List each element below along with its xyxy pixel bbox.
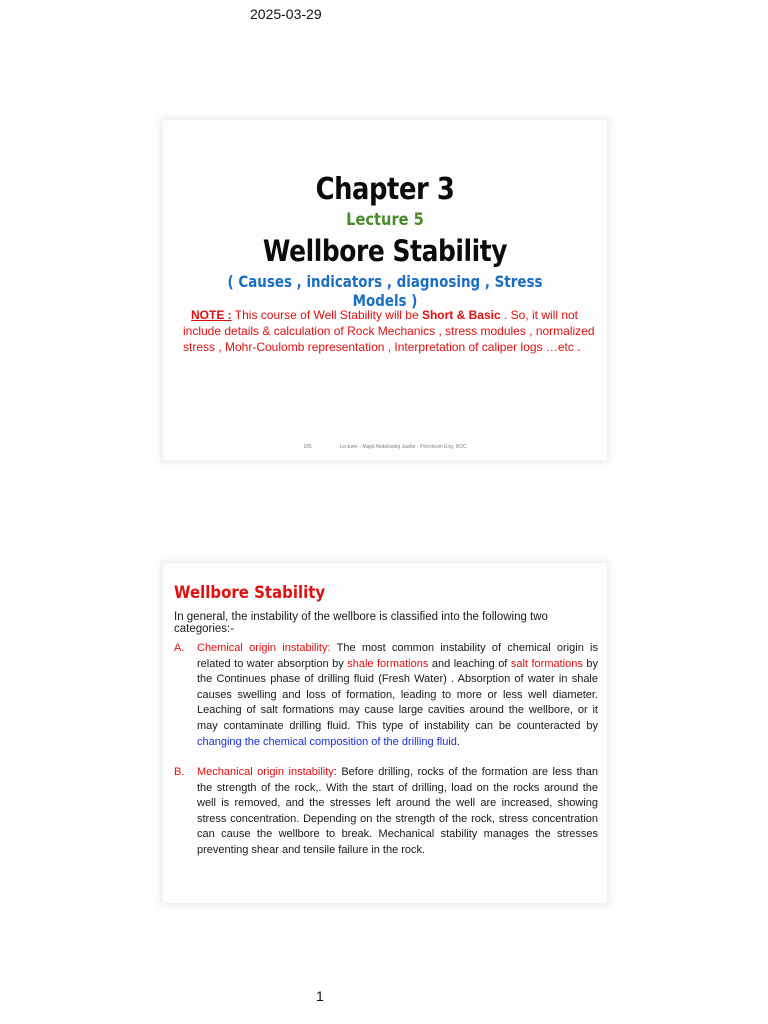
item-text: .	[456, 735, 460, 748]
list-item-body	[197, 765, 598, 859]
lecture-number: Lecture 5	[346, 210, 424, 230]
slide-footer	[163, 444, 607, 450]
item-text: The most common instability of chemical origin is related to water absorption by	[197, 642, 598, 670]
slide-footer-page: 185	[303, 444, 312, 450]
list-marker: A.	[174, 642, 185, 654]
item-label: Chemical origin instability:	[197, 642, 331, 654]
list-marker: B.	[174, 766, 185, 778]
list-item-chemical	[174, 641, 598, 750]
slide-chapter-title	[163, 120, 607, 460]
slide-footer-text: Lecturer - Majid Abdulsadiq Jaafar - Petroleum Eng. BOC	[339, 444, 467, 450]
highlight-salt: salt formations	[510, 657, 583, 670]
item-text: : Before drilling, rocks of the formation are less than the strength of the rock,. With the start of drilling, load on the rocks around the well is removed, and the stresses left around the well are increased, showing stress concentration. Depending on the strength of the rock, stress concentration can cause the wellbore to break. Mechanical stability manages the stresses preventing shear and tensile failure in the rock.	[197, 766, 598, 856]
item-label: Mechanical origin instability	[197, 766, 334, 778]
page-number: 1	[316, 988, 324, 1004]
section-heading: Wellbore Stability	[174, 583, 326, 603]
slide-title: Wellbore Stability	[262, 234, 508, 268]
note-text-continued: . So, it will not include details & calculation of Rock Mechanics , stress modules , normalized stress , Mohr-Coulomb representation , Interpretation of caliper logs …etc .	[183, 308, 595, 354]
intro-paragraph: In general, the instability of the wellbore is classified into the following two categories:-	[174, 611, 548, 635]
slide-subtitle: ( Causes , indicators , diagnosing , Stress Models )	[227, 272, 543, 310]
page-date: 2025-03-29	[250, 6, 322, 22]
list-item-mechanical	[174, 765, 598, 859]
list-item-body	[197, 641, 598, 750]
note-label: NOTE :	[191, 308, 232, 322]
item-text: by the Continues phase of drilling fluid (Fresh Water) . Absorption of water in shale causes swelling and loss of formation, leading to more or less well diameter. Leaching of salt formations may cause large cavities around the wellbore, or it may contaminate drilling fluid. This type of instability can be counteracted by	[197, 657, 598, 732]
highlight-remedy: changing the chemical composition of the drilling fluid	[197, 735, 457, 748]
course-note	[183, 307, 595, 355]
chapter-title: Chapter 3	[315, 172, 455, 207]
item-text: and leaching of	[428, 657, 511, 670]
note-text: This course of Well Stability will be	[231, 308, 422, 322]
note-emphasis: Short & Basic	[421, 308, 501, 322]
highlight-shale: shale formations	[347, 657, 429, 670]
slide-wellbore-stability	[163, 563, 607, 903]
